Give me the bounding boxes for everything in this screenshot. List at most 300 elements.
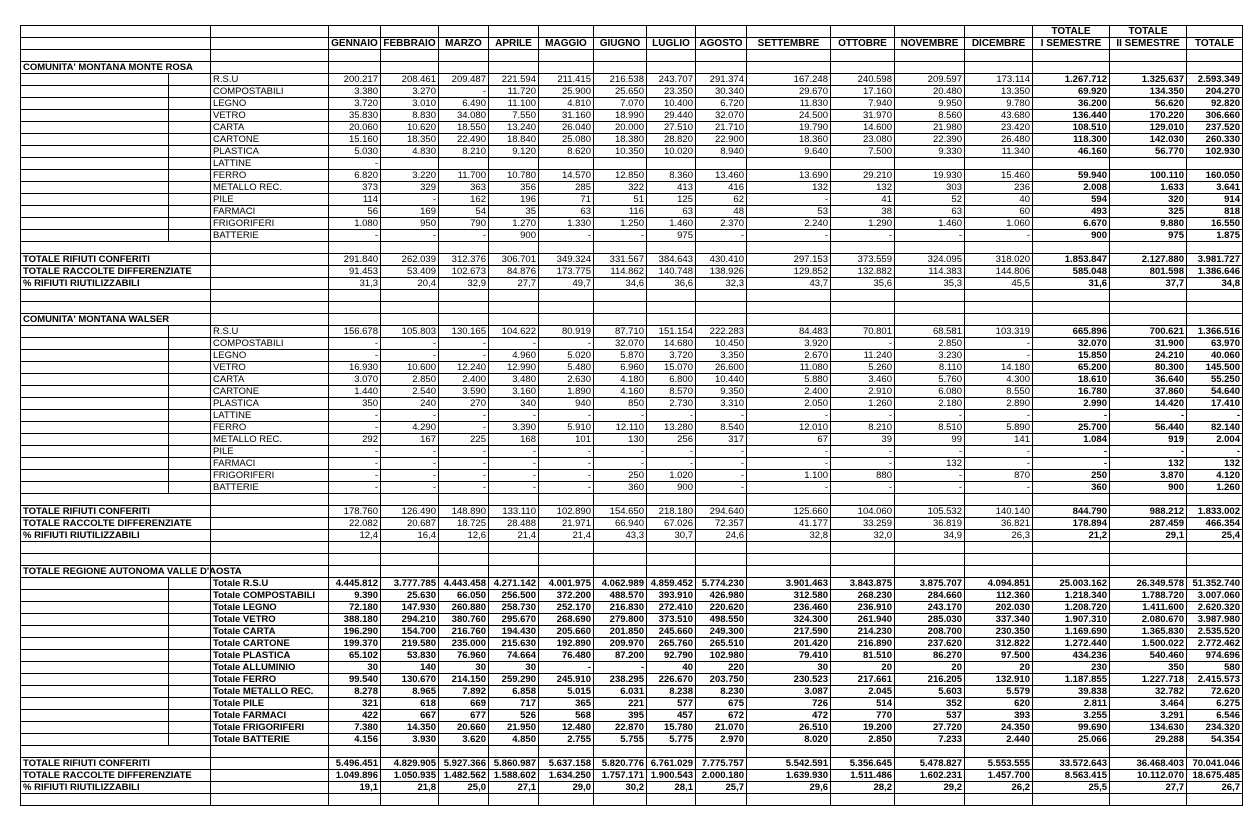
- empty-cell: [594, 566, 647, 578]
- value-cell: 217.590: [747, 626, 831, 638]
- value-cell: 8.540: [696, 422, 747, 434]
- value-cell: -: [329, 158, 381, 170]
- value-cell: 3.930: [381, 734, 439, 746]
- empty-cell: [169, 170, 211, 182]
- value-cell: 11.240: [831, 350, 895, 362]
- value-cell: [539, 158, 594, 170]
- table-row: [21, 686, 1243, 698]
- empty-cell: [21, 650, 169, 662]
- row-label: PILE: [211, 446, 329, 458]
- table-row: [21, 182, 1243, 194]
- total-value-cell: 32,8: [747, 530, 831, 542]
- table-row: [21, 326, 1243, 338]
- value-cell: 1.084: [1033, 434, 1110, 446]
- value-cell: 30: [439, 662, 489, 674]
- value-cell: -: [329, 230, 381, 242]
- value-cell: 54.640: [1187, 386, 1243, 398]
- empty-cell: [696, 554, 747, 566]
- table-body: [21, 26, 1243, 806]
- empty-cell: [169, 158, 211, 170]
- empty-cell: [439, 554, 489, 566]
- empty-cell: [895, 554, 965, 566]
- total-value-cell: 148.890: [439, 506, 489, 518]
- value-cell: 74.664: [489, 650, 539, 662]
- total-value-cell: 33.259: [831, 518, 895, 530]
- table-row: [21, 638, 1243, 650]
- empty-cell: [21, 242, 211, 254]
- empty-cell: [696, 794, 747, 806]
- value-cell: 919: [1110, 434, 1187, 446]
- header-month-cell: NOVEMBRE: [895, 38, 965, 50]
- value-cell: 974.696: [1187, 650, 1243, 662]
- empty-cell: [21, 374, 169, 386]
- value-cell: -: [594, 230, 647, 242]
- value-cell: 53.830: [381, 650, 439, 662]
- value-cell: 3.460: [831, 374, 895, 386]
- total-value-cell: 1.900.543: [647, 770, 696, 782]
- value-cell: 975: [1110, 230, 1187, 242]
- value-cell: -: [895, 410, 965, 422]
- value-cell: 340: [489, 398, 539, 410]
- empty-cell: [489, 290, 539, 302]
- value-cell: 70.801: [831, 326, 895, 338]
- value-cell: 6.820: [329, 170, 381, 182]
- empty-cell: [965, 302, 1033, 314]
- value-cell: 3.255: [1033, 710, 1110, 722]
- empty-cell: [169, 662, 211, 674]
- value-cell: 11.080: [747, 362, 831, 374]
- table-row: [21, 590, 1243, 602]
- value-cell: 2.910: [831, 386, 895, 398]
- value-cell: 261.940: [831, 614, 895, 626]
- total-value-cell: 262.039: [381, 254, 439, 266]
- value-cell: 22.870: [594, 722, 647, 734]
- value-cell: -: [965, 338, 1033, 350]
- empty-cell: [539, 542, 594, 554]
- value-cell: 136.440: [1033, 110, 1110, 122]
- value-cell: 63.970: [1187, 338, 1243, 350]
- value-cell: 221.594: [489, 74, 539, 86]
- value-cell: -: [594, 410, 647, 422]
- empty-cell: [647, 302, 696, 314]
- empty-cell: [747, 290, 831, 302]
- total-value-cell: 35,3: [895, 278, 965, 290]
- value-cell: 514: [831, 698, 895, 710]
- value-cell: -: [1033, 410, 1110, 422]
- value-cell: 21.950: [489, 722, 539, 734]
- value-cell: 2.730: [647, 398, 696, 410]
- empty-cell: [747, 554, 831, 566]
- value-cell: 9.350: [696, 386, 747, 398]
- value-cell: 130.165: [439, 326, 489, 338]
- value-cell: 31.970: [831, 110, 895, 122]
- total-label: TOTALE RACCOLTE DIFFERENZIATE: [21, 770, 211, 782]
- value-cell: 14.680: [647, 338, 696, 350]
- value-cell: 6.275: [1187, 698, 1243, 710]
- total-value-cell: 218.180: [647, 506, 696, 518]
- value-cell: 900: [1033, 230, 1110, 242]
- value-cell: -: [895, 470, 965, 482]
- value-cell: 37.860: [1110, 386, 1187, 398]
- table-row: [21, 170, 1243, 182]
- value-cell: 18.990: [594, 110, 647, 122]
- value-cell: 16.780: [1033, 386, 1110, 398]
- value-cell: 222.283: [696, 326, 747, 338]
- total-value-cell: 105.532: [895, 506, 965, 518]
- header-top-cell: [329, 26, 381, 38]
- empty-cell: [696, 566, 747, 578]
- total-value-cell: 1.511.486: [831, 770, 895, 782]
- empty-cell: [1187, 494, 1243, 506]
- value-cell: 4.443.458: [439, 578, 489, 590]
- row-label: METALLO REC.: [211, 434, 329, 446]
- value-cell: 8.230: [696, 686, 747, 698]
- value-cell: -: [539, 410, 594, 422]
- header-label-cell: [211, 38, 329, 50]
- value-cell: -: [895, 446, 965, 458]
- empty-cell: [211, 314, 329, 326]
- value-cell: 270: [439, 398, 489, 410]
- empty-cell: [21, 350, 169, 362]
- section-title-row: [21, 314, 1243, 326]
- value-cell: 4.960: [489, 350, 539, 362]
- value-cell: 5.910: [539, 422, 594, 434]
- value-cell: 25.700: [1033, 422, 1110, 434]
- value-cell: 252.170: [539, 602, 594, 614]
- value-cell: 3.480: [489, 374, 539, 386]
- value-cell: 249.300: [696, 626, 747, 638]
- value-cell: 8.360: [647, 170, 696, 182]
- empty-cell: [1110, 494, 1187, 506]
- value-cell: 63: [539, 206, 594, 218]
- table-row: [21, 74, 1243, 86]
- total-value-cell: 140.748: [647, 266, 696, 278]
- total-value-cell: 1.482.562: [439, 770, 489, 782]
- value-cell: 66.050: [439, 590, 489, 602]
- value-cell: 238.295: [594, 674, 647, 686]
- value-cell: 3.620: [439, 734, 489, 746]
- value-cell: 4.830: [381, 146, 439, 158]
- header-top-cell: [747, 26, 831, 38]
- value-cell: 2.180: [895, 398, 965, 410]
- row-label: CARTA: [211, 122, 329, 134]
- total-value-cell: 331.567: [594, 254, 647, 266]
- total-label: TOTALE RIFIUTI CONFERITI: [21, 254, 211, 266]
- empty-row: [21, 794, 1243, 806]
- total-value-cell: 30,2: [594, 782, 647, 794]
- value-cell: 8.965: [381, 686, 439, 698]
- total-row: [21, 266, 1243, 278]
- total-value-cell: 5.860.987: [489, 758, 539, 770]
- empty-cell: [1033, 542, 1110, 554]
- empty-cell: [1187, 302, 1243, 314]
- empty-cell: [1110, 566, 1187, 578]
- header-top-cell: [539, 26, 594, 38]
- value-cell: 15.780: [647, 722, 696, 734]
- total-label: % RIFIUTI RIUTILIZZABILI: [21, 278, 211, 290]
- value-cell: 6.080: [895, 386, 965, 398]
- value-cell: -: [831, 230, 895, 242]
- empty-cell: [169, 86, 211, 98]
- value-cell: 667: [381, 710, 439, 722]
- value-cell: 230.523: [747, 674, 831, 686]
- value-cell: 116: [594, 206, 647, 218]
- row-label: R.S.U: [211, 326, 329, 338]
- table-row: [21, 398, 1243, 410]
- empty-cell: [1110, 794, 1187, 806]
- value-cell: 2.008: [1033, 182, 1110, 194]
- value-cell: 2.772.462: [1187, 638, 1243, 650]
- total-row: [21, 530, 1243, 542]
- row-label: Totale FARMACI: [211, 710, 329, 722]
- empty-cell: [696, 302, 747, 314]
- value-cell: 19.930: [895, 170, 965, 182]
- value-cell: 6.546: [1187, 710, 1243, 722]
- value-cell: 5.480: [539, 362, 594, 374]
- total-value-cell: 114.862: [594, 266, 647, 278]
- value-cell: 2.890: [965, 398, 1033, 410]
- value-cell: 87.200: [594, 650, 647, 662]
- value-cell: 3.010: [381, 98, 439, 110]
- value-cell: 537: [895, 710, 965, 722]
- value-cell: 32.070: [594, 338, 647, 350]
- value-cell: 13.240: [489, 122, 539, 134]
- value-cell: 258.730: [489, 602, 539, 614]
- total-value-cell: 25,7: [696, 782, 747, 794]
- value-cell: 62: [696, 194, 747, 206]
- total-value-cell: 72.357: [696, 518, 747, 530]
- value-cell: 1.875: [1187, 230, 1243, 242]
- value-cell: 25.900: [539, 86, 594, 98]
- value-cell: 312.822: [965, 638, 1033, 650]
- value-cell: 11.340: [965, 146, 1033, 158]
- header-top-cell: [381, 26, 439, 38]
- value-cell: 770: [831, 710, 895, 722]
- header-total-cell: I SEMESTRE: [1033, 38, 1110, 50]
- empty-cell: [169, 698, 211, 710]
- value-cell: 3.875.707: [895, 578, 965, 590]
- value-cell: 700.621: [1110, 326, 1187, 338]
- value-cell: 18.550: [439, 122, 489, 134]
- value-cell: 352: [895, 698, 965, 710]
- total-value-cell: 21,8: [381, 782, 439, 794]
- value-cell: -: [489, 446, 539, 458]
- total-label: % RIFIUTI RIUTILIZZABILI: [21, 782, 211, 794]
- value-cell: 17.410: [1187, 398, 1243, 410]
- value-cell: 22.390: [895, 134, 965, 146]
- empty-cell: [21, 98, 169, 110]
- empty-cell: [439, 242, 489, 254]
- value-cell: 1.788.720: [1110, 590, 1187, 602]
- empty-cell: [381, 494, 439, 506]
- value-cell: 1.440: [329, 386, 381, 398]
- empty-cell: [381, 746, 439, 758]
- value-cell: 97.500: [965, 650, 1033, 662]
- value-cell: 99.540: [329, 674, 381, 686]
- value-cell: 580: [1187, 662, 1243, 674]
- value-cell: 39.838: [1033, 686, 1110, 698]
- value-cell: 1.365.830: [1110, 626, 1187, 638]
- value-cell: 1.460: [895, 218, 965, 230]
- empty-cell: [169, 398, 211, 410]
- value-cell: -: [439, 86, 489, 98]
- empty-cell: [169, 674, 211, 686]
- empty-cell: [1110, 302, 1187, 314]
- empty-cell: [21, 302, 211, 314]
- empty-cell: [21, 458, 169, 470]
- empty-cell: [1187, 290, 1243, 302]
- value-cell: 250: [1033, 470, 1110, 482]
- value-cell: 373.510: [647, 614, 696, 626]
- value-cell: 102.980: [696, 650, 747, 662]
- value-cell: -: [747, 194, 831, 206]
- value-cell: 618: [381, 698, 439, 710]
- table-row: [21, 422, 1243, 434]
- empty-cell: [965, 314, 1033, 326]
- value-cell: 214.150: [439, 674, 489, 686]
- value-cell: 27.720: [895, 722, 965, 734]
- empty-cell: [1110, 314, 1187, 326]
- value-cell: 850: [594, 398, 647, 410]
- value-cell: 220: [696, 662, 747, 674]
- value-cell: 38: [831, 206, 895, 218]
- value-cell: 132: [1110, 458, 1187, 470]
- total-value-cell: 306.701: [489, 254, 539, 266]
- value-cell: 360: [1033, 482, 1110, 494]
- value-cell: 104.622: [489, 326, 539, 338]
- empty-row: [21, 290, 1243, 302]
- value-cell: -: [439, 482, 489, 494]
- value-cell: 29.440: [647, 110, 696, 122]
- row-label: Totale FRIGORIFERI: [211, 722, 329, 734]
- value-cell: 388.180: [329, 614, 381, 626]
- value-cell: 256: [647, 434, 696, 446]
- value-cell: 14.350: [381, 722, 439, 734]
- empty-cell: [594, 302, 647, 314]
- value-cell: -: [489, 482, 539, 494]
- total-value-cell: 29,2: [895, 782, 965, 794]
- total-value-cell: 585.048: [1033, 266, 1110, 278]
- value-cell: -: [747, 482, 831, 494]
- empty-cell: [831, 242, 895, 254]
- total-value-cell: 16,4: [381, 530, 439, 542]
- empty-cell: [439, 290, 489, 302]
- value-cell: 51.352.740: [1187, 578, 1243, 590]
- value-cell: 940: [539, 398, 594, 410]
- empty-cell: [439, 62, 489, 74]
- total-value-cell: 1.457.700: [965, 770, 1033, 782]
- value-cell: 17.160: [831, 86, 895, 98]
- value-cell: 5.870: [594, 350, 647, 362]
- empty-cell: [21, 794, 211, 806]
- value-cell: 35.830: [329, 110, 381, 122]
- empty-cell: [594, 542, 647, 554]
- empty-cell: [169, 122, 211, 134]
- table-row: [21, 86, 1243, 98]
- value-cell: [647, 158, 696, 170]
- empty-cell: [21, 554, 211, 566]
- value-cell: 25.003.162: [1033, 578, 1110, 590]
- value-cell: 312.580: [747, 590, 831, 602]
- value-cell: -: [1110, 410, 1187, 422]
- value-cell: 26.600: [696, 362, 747, 374]
- empty-cell: [439, 494, 489, 506]
- table-row: [21, 674, 1243, 686]
- value-cell: 23.350: [647, 86, 696, 98]
- total-value-cell: 2.127.880: [1110, 254, 1187, 266]
- empty-cell: [965, 746, 1033, 758]
- empty-cell: [965, 542, 1033, 554]
- empty-cell: [169, 230, 211, 242]
- value-cell: 3.920: [747, 338, 831, 350]
- value-cell: 20.000: [594, 122, 647, 134]
- empty-cell: [696, 746, 747, 758]
- empty-cell: [169, 710, 211, 722]
- value-cell: 726: [747, 698, 831, 710]
- empty-cell: [1187, 554, 1243, 566]
- value-cell: 950: [381, 218, 439, 230]
- empty-cell: [647, 50, 696, 62]
- total-value-cell: 178.894: [1033, 518, 1110, 530]
- total-value-cell: 102.673: [439, 266, 489, 278]
- value-cell: 18.350: [381, 134, 439, 146]
- total-value-cell: 67.026: [647, 518, 696, 530]
- value-cell: -: [965, 482, 1033, 494]
- row-label: Totale PILE: [211, 698, 329, 710]
- value-cell: -: [489, 410, 539, 422]
- empty-cell: [747, 494, 831, 506]
- total-value-cell: 20.687: [381, 518, 439, 530]
- value-cell: 8.238: [647, 686, 696, 698]
- value-cell: 15.850: [1033, 350, 1110, 362]
- empty-cell: [381, 242, 439, 254]
- empty-cell: [329, 50, 381, 62]
- value-cell: [696, 158, 747, 170]
- total-value-cell: 8.563.415: [1033, 770, 1110, 782]
- value-cell: 1.208.720: [1033, 602, 1110, 614]
- empty-cell: [169, 482, 211, 494]
- value-cell: 132.910: [965, 674, 1033, 686]
- empty-cell: [1110, 62, 1187, 74]
- value-cell: 1.250: [594, 218, 647, 230]
- empty-row: [21, 302, 1243, 314]
- value-cell: 20.480: [895, 86, 965, 98]
- value-cell: -: [696, 446, 747, 458]
- value-cell: 12.240: [439, 362, 489, 374]
- total-row: [21, 254, 1243, 266]
- empty-cell: [895, 290, 965, 302]
- empty-cell: [329, 746, 381, 758]
- value-cell: 48: [696, 206, 747, 218]
- empty-cell: [329, 302, 381, 314]
- empty-cell: [329, 542, 381, 554]
- value-cell: 69.920: [1033, 86, 1110, 98]
- total-value-cell: 5.927.366: [439, 758, 489, 770]
- table-row: [21, 194, 1243, 206]
- value-cell: 167.248: [747, 74, 831, 86]
- value-cell: 360: [594, 482, 647, 494]
- value-cell: 8.110: [895, 362, 965, 374]
- value-cell: -: [696, 230, 747, 242]
- empty-cell: [169, 458, 211, 470]
- empty-cell: [381, 62, 439, 74]
- value-cell: 201.420: [747, 638, 831, 650]
- total-value-cell: 132.882: [831, 266, 895, 278]
- empty-cell: [489, 554, 539, 566]
- empty-cell: [21, 734, 169, 746]
- value-cell: 2.045: [831, 686, 895, 698]
- value-cell: 2.240: [747, 218, 831, 230]
